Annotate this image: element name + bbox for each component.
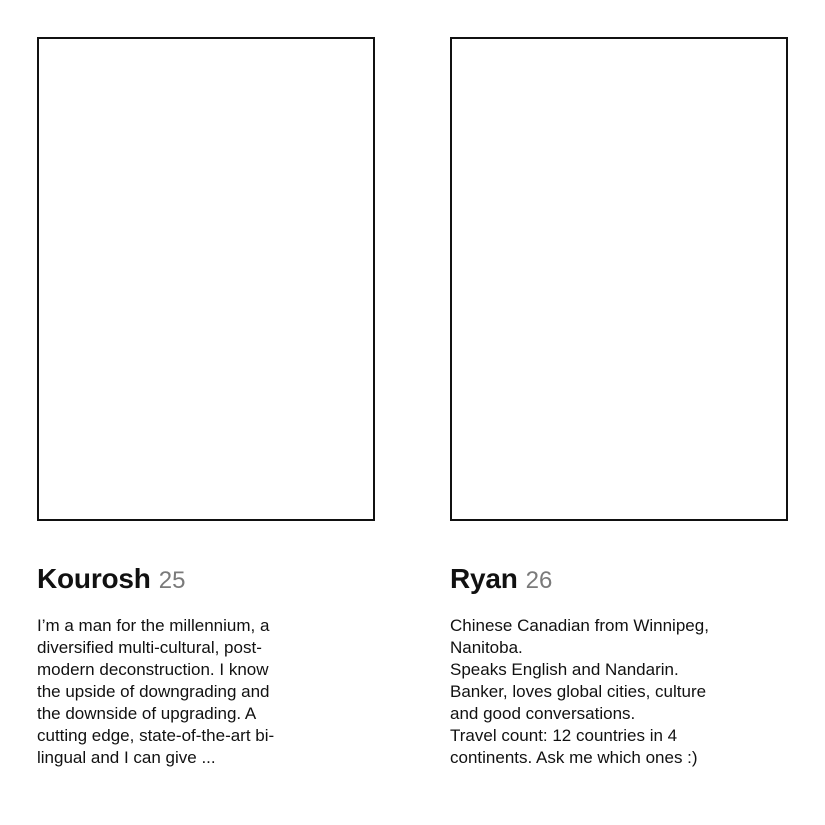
profile-name: Kourosh [37,563,151,594]
bio-line: Nanitoba. [450,638,523,657]
profile-header [450,563,788,597]
profile-card-ryan[interactable] [450,37,788,769]
bio-line: Chinese Canadian from Winnipeg, [450,616,709,635]
bio-line: Speaks English and Nandarin. [450,660,679,679]
profile-age: 26 [525,567,553,594]
bio-line: diversified multi-cultural, post- [37,638,262,657]
profile-header [37,563,375,597]
bio-line: cutting edge, state-of-the-art bi- [37,726,275,745]
profile-card-kourosh[interactable] [37,37,375,769]
profile-bio [37,615,375,769]
bio-line: and good conversations. [450,704,636,723]
profile-bio [450,615,788,769]
profile-photo-placeholder[interactable] [450,37,788,521]
bio-line: Travel count: 12 countries in 4 [450,726,678,745]
profile-name: Ryan [450,563,518,594]
profile-age: 25 [158,567,186,594]
profile-photo-placeholder[interactable] [37,37,375,521]
bio-line: I’m a man for the millennium, a [37,616,270,635]
bio-line: the upside of downgrading and [37,682,270,701]
bio-line: the downside of upgrading. A [37,704,257,723]
bio-line: modern deconstruction. I know [37,660,269,679]
bio-line: continents. Ask me which ones :) [450,748,698,767]
bio-line: Banker, loves global cities, culture [450,682,707,701]
bio-line: lingual and I can give ... [37,748,216,767]
